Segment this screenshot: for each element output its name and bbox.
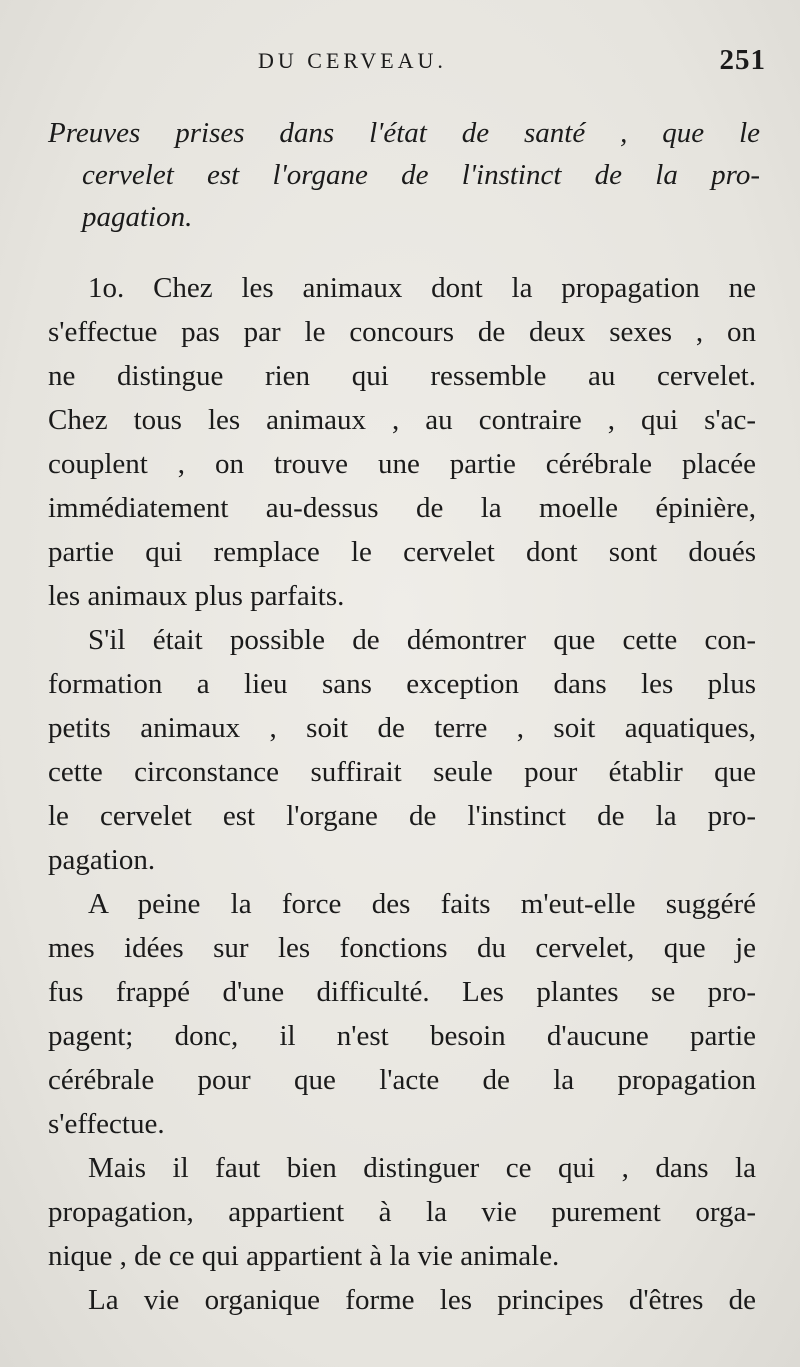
paragraph-3 <box>48 882 756 1146</box>
text-line: s'effectue pas par le concours de deux sexes , on <box>48 316 756 348</box>
text-line: La vie organique forme les principes d'êtres de <box>88 1284 756 1316</box>
paragraph-2 <box>48 618 756 882</box>
section-heading <box>48 112 760 238</box>
paragraph-5 <box>48 1278 756 1322</box>
text-line: s'effectue. <box>48 1108 165 1140</box>
text-line: fus frappé d'une difficulté. Les plantes se pro- <box>48 976 756 1008</box>
running-head: DU CERVEAU. <box>258 48 447 73</box>
text-line: mes idées sur les fonctions du cervelet, que je <box>48 932 756 964</box>
paragraph-1 <box>48 266 756 618</box>
paragraph-4 <box>48 1146 756 1278</box>
text-line: le cervelet est l'organe de l'instinct de la pro- <box>48 800 756 832</box>
text-line: cérébrale pour que l'acte de la propagation <box>48 1064 756 1096</box>
text-line: ne distingue rien qui ressemble au cervelet. <box>48 360 756 392</box>
text-line: A peine la force des faits m'eut-elle suggéré <box>88 888 756 920</box>
text-line: immédiatement au-dessus de la moelle épinière, <box>48 492 756 524</box>
text-line: 1o. Chez les animaux dont la propagation ne <box>88 272 756 304</box>
heading-line: Preuves prises dans l'état de santé , que le <box>48 117 760 149</box>
text-line: les animaux plus parfaits. <box>48 580 345 612</box>
text-line: pagation. <box>48 844 156 876</box>
text-line: nique , de ce qui appartient à la vie animale. <box>48 1240 560 1272</box>
text-line: S'il était possible de démontrer que cette con- <box>88 624 756 656</box>
page-header <box>0 44 800 84</box>
text-line: cette circonstance suffirait seule pour établir que <box>48 756 756 788</box>
heading-line: cervelet est l'organe de l'instinct de la pro- <box>82 159 760 191</box>
text-line: pagent; donc, il n'est besoin d'aucune partie <box>48 1020 756 1052</box>
heading-line: pagation. <box>82 201 193 233</box>
page-number: 251 <box>719 44 766 76</box>
text-line: propagation, appartient à la vie purement orga- <box>48 1196 756 1228</box>
text-line: partie qui remplace le cervelet dont sont doués <box>48 536 756 568</box>
body-text <box>48 266 756 1322</box>
text-line: couplent , on trouve une partie cérébrale placée <box>48 448 756 480</box>
text-line: formation a lieu sans exception dans les plus <box>48 668 756 700</box>
text-line: Chez tous les animaux , au contraire , qui s'ac- <box>48 404 756 436</box>
text-line: petits animaux , soit de terre , soit aquatiques, <box>48 712 756 744</box>
text-line: Mais il faut bien distinguer ce qui , dans la <box>88 1152 756 1184</box>
